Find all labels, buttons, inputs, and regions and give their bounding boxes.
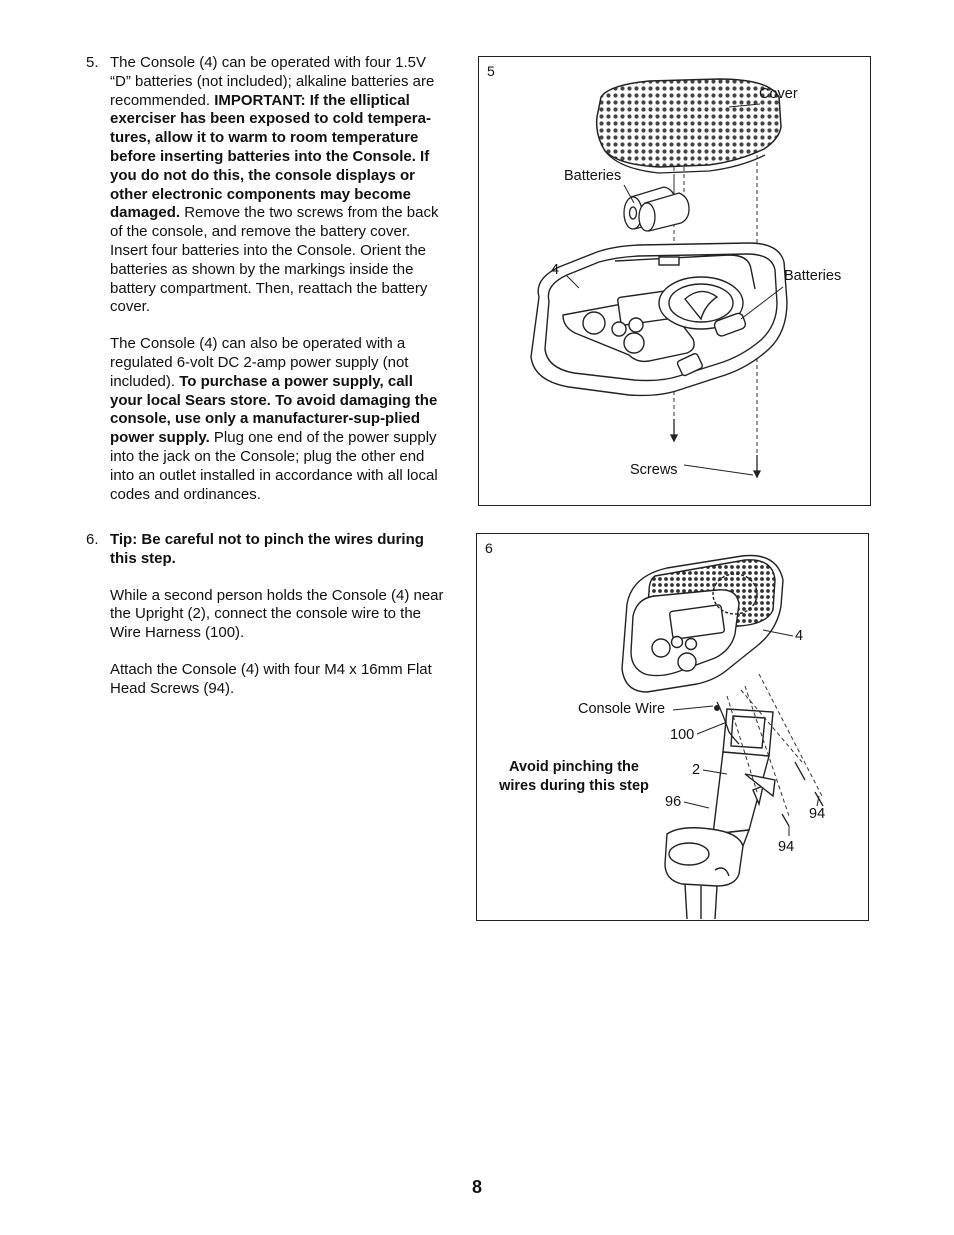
step-6-number: 6. — [86, 531, 99, 548]
label-console-4: 4 — [795, 628, 804, 644]
figure-5 — [478, 56, 871, 506]
step-5-text-cont: Remove the two screws from the back of the console, and remove the battery cover. Insert four batteries into the Console. Orient the batteries as shown by the markings inside the battery compartment. Then, reattach the battery cover. — [110, 204, 439, 316]
figure-6-number: 6 — [485, 540, 493, 556]
step-6 — [86, 531, 448, 717]
label-cover: Cover — [759, 86, 798, 102]
step-5-warning: IMPORTANT: If the elliptical exerciser has been exposed to cold tempera-tures, allow it to warm to room temperature before inserting batteries into the Console. If you do not do this, the console displays or other electronic components may become damaged. — [110, 91, 431, 222]
step-5-number: 5. — [86, 54, 99, 71]
label-screw-94-a: 94 — [809, 806, 826, 822]
step-5-paragraph-2 — [110, 335, 448, 504]
step-5-paragraph-1 — [110, 54, 448, 317]
step-5-power-text: The Console (4) can also be operated with a regulated 6-volt DC 2-amp power supply (not included). — [110, 335, 409, 390]
step-5-power-warning: To purchase a power supply, call your local Sears store. To avoid damaging the console, use only a manufacturer-sup-plied power supply. — [110, 372, 438, 447]
step-6-tip-text: Tip: Be careful not to pinch the wires during this step. — [110, 531, 424, 567]
label-screws: Screws — [630, 462, 678, 478]
pinch-warning: Avoid pinching the wires during this step — [499, 759, 649, 794]
label-batteries-left: Batteries — [564, 168, 622, 184]
label-console-wire: Console Wire — [578, 701, 666, 717]
label-part-96: 96 — [665, 794, 682, 810]
battery-cover — [597, 79, 781, 173]
page-number: 8 — [471, 1177, 482, 1197]
console-illustration — [622, 556, 783, 693]
step-5-text: The Console (4) can be operated with four 1.5V “D” batteries (not included); alkaline batteries are recommended. — [110, 54, 435, 109]
label-screw-94-b: 94 — [778, 839, 795, 855]
step-5-power-text-cont: Plug one end of the power supply into the jack on the Console; plug the other end into an outlet installed in accordance with all local codes and ordinances. — [110, 429, 438, 503]
step-6-paragraph-2: Attach the Console (4) with four M4 x 16mm Flat Head Screws (94). — [110, 660, 432, 697]
screws-illustration — [671, 419, 760, 477]
label-upright-2: 2 — [692, 762, 701, 778]
label-batteries-right: Batteries — [784, 268, 842, 284]
figure-6 — [476, 533, 869, 921]
step-5 — [86, 54, 448, 522]
step-6-paragraph-1: While a second person holds the Console (4) near the Upright (2), connect the console wire to the Wire Harness (100). — [110, 586, 444, 642]
step-6-tip — [110, 531, 448, 569]
figure-5-number: 5 — [487, 63, 495, 79]
batteries-illustration — [624, 187, 689, 231]
label-wire-harness-100: 100 — [670, 727, 695, 743]
label-console-4: 4 — [551, 262, 560, 278]
console-body — [531, 243, 787, 395]
